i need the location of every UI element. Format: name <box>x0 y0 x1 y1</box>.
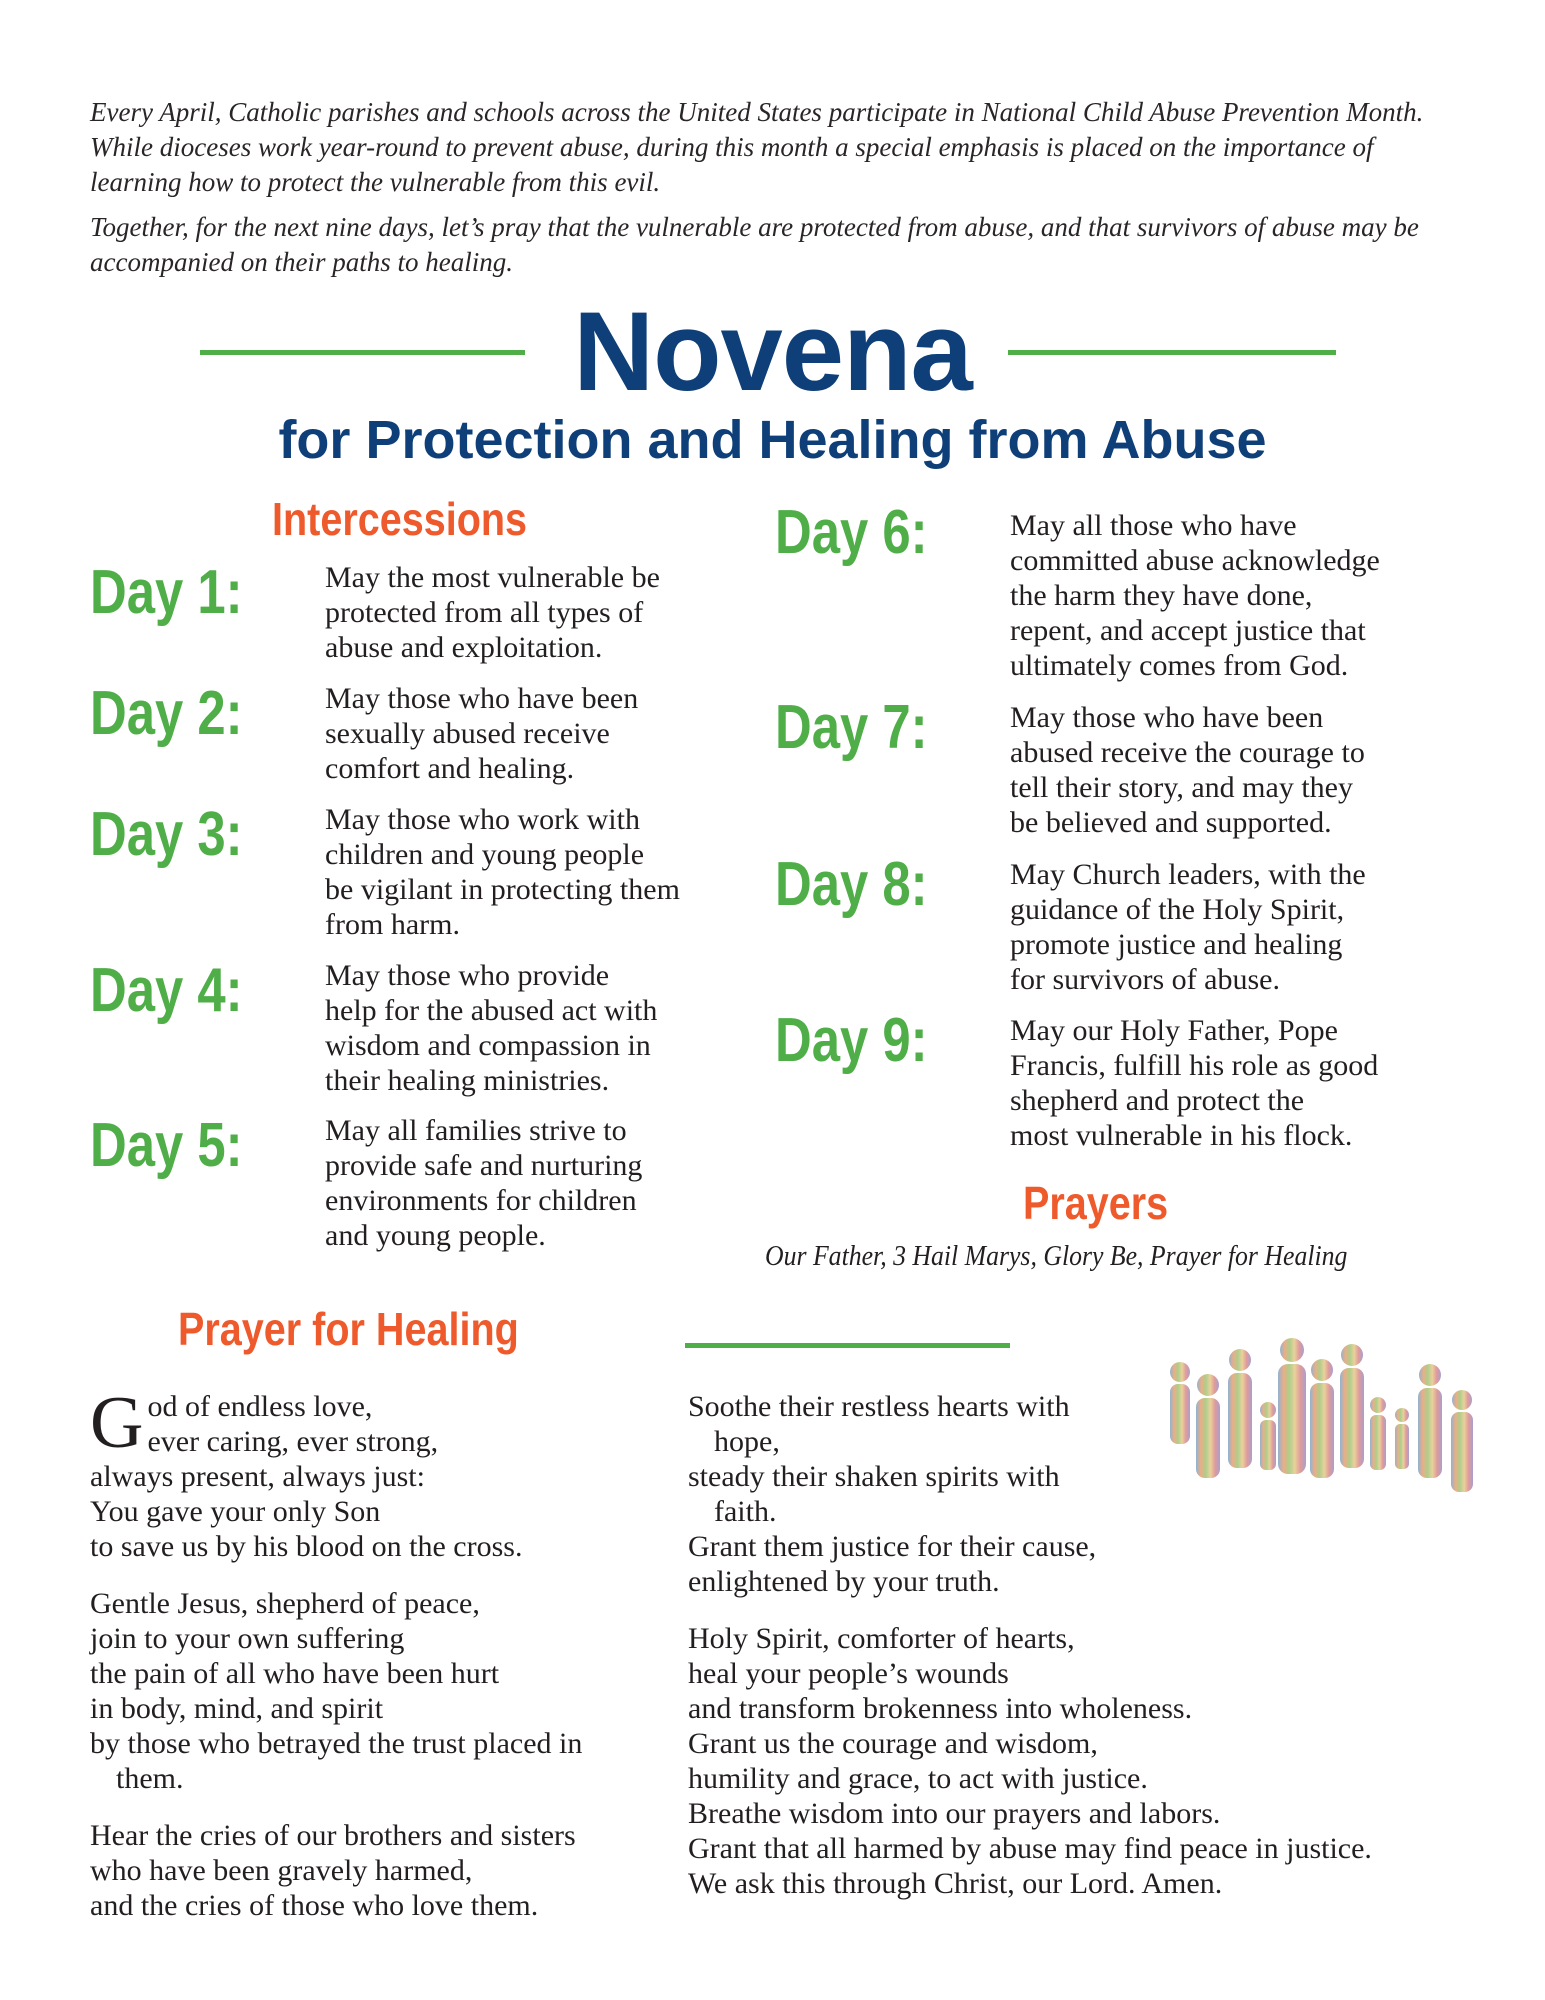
day-2-line: comfort and healing. <box>325 752 575 785</box>
prayer-line: Gentle Jesus, shepherd of peace, <box>90 1587 480 1620</box>
prayer-stanza-5 <box>688 1621 1488 1901</box>
prayer-line: We ask this through Christ, our Lord. Amen. <box>688 1867 1223 1900</box>
day-4-line: their healing ministries. <box>325 1064 610 1097</box>
day-7-line: abused receive the courage to <box>1010 736 1365 769</box>
prayer-line: Hear the cries of our brothers and sisters <box>90 1819 576 1852</box>
prayer-line: faith. <box>714 1495 777 1528</box>
prayer-line: steady their shaken spirits with <box>688 1460 1060 1493</box>
day-4-line: help for the abused act with <box>325 994 658 1027</box>
prayer-stanza-2 <box>90 1586 690 1796</box>
prayer-line: always present, always just: <box>90 1460 425 1493</box>
prayers-heading: Prayers <box>1023 1177 1169 1229</box>
prayer-line: heal your people’s wounds <box>688 1657 1009 1690</box>
prayer-line: enlightened by your truth. <box>688 1565 1000 1598</box>
day-9-text <box>1010 1013 1378 1153</box>
prayer-line: Grant us the courage and wisdom, <box>688 1727 1098 1760</box>
prayer-line: Grant that all harmed by abuse may find peace in justice. <box>688 1832 1372 1865</box>
prayer-line: humility and grace, to act with justice. <box>688 1762 1148 1795</box>
day-2-line: sexually abused receive <box>325 717 610 750</box>
day-8-label: Day 8: <box>775 850 928 919</box>
day-7-text <box>1010 700 1365 840</box>
novena-title: Novena <box>573 289 972 414</box>
day-8-line: May Church leaders, with the <box>1010 858 1366 891</box>
day-9-label: Day 9: <box>775 1006 928 1075</box>
prayer-line: and the cries of those who love them. <box>90 1889 539 1922</box>
day-3-label: Day 3: <box>90 800 243 869</box>
day-6-line: May all those who have <box>1010 509 1297 542</box>
prayers-list: Our Father, 3 Hail Marys, Glory Be, Prayer for Healing <box>765 1241 1348 1272</box>
prayer-rule <box>685 1343 1010 1348</box>
novena-subtitle: for Protection and Healing from Abuse <box>278 410 1267 470</box>
day-4-text <box>325 958 657 1098</box>
day-4-label: Day 4: <box>90 956 243 1025</box>
prayer-line: join to your own suffering <box>90 1622 405 1655</box>
day-8-line: promote justice and healing <box>1010 928 1343 961</box>
day-7-line: tell their story, and may they <box>1010 771 1353 804</box>
day-3-line: May those who work with <box>325 803 640 836</box>
day-6-line: committed abuse acknowledge <box>1010 544 1380 577</box>
prayer-line: hope, <box>714 1425 780 1458</box>
day-8-text <box>1010 857 1366 997</box>
day-9-line: most vulnerable in his flock. <box>1010 1119 1353 1152</box>
day-3-line: be vigilant in protecting them <box>325 873 680 906</box>
drop-cap: G <box>90 1382 144 1464</box>
day-5-text <box>325 1113 642 1253</box>
prayer-left-column <box>90 1382 690 1923</box>
day-3-text <box>325 802 680 942</box>
intro-paragraph-1: Every April, Catholic parishes and schools across the United States participate in National Child Abuse Prevention Month. While dioceses work year-round to prevent abuse, during this month a special emphasis is placed on the importance of learning how to protect the vulnerable from this evil. <box>90 97 1424 197</box>
prayer-line: Breathe wisdom into our prayers and labors. <box>688 1797 1221 1830</box>
day-9-line: Francis, fulfill his role as good <box>1010 1049 1379 1082</box>
prayer-line: od of endless love, <box>147 1390 373 1423</box>
day-5-line: May all families strive to <box>325 1114 627 1147</box>
day-6-label: Day 6: <box>775 498 928 567</box>
intro-paragraph-2: Together, for the next nine days, let’s pray that the vulnerable are protected from abuse, and that survivors of abuse may be accompanied on their paths to healing. <box>90 212 1419 277</box>
prayer-line: Soothe their restless hearts with <box>688 1390 1070 1423</box>
prayer-line: Grant them justice for their cause, <box>688 1530 1097 1563</box>
prayer-line: in body, mind, and spirit <box>90 1692 384 1725</box>
prayer-stanza-3 <box>90 1818 690 1923</box>
day-4-line: May those who provide <box>325 959 610 992</box>
day-2-line: May those who have been <box>325 682 639 715</box>
prayer-line: Holy Spirit, comforter of hearts, <box>688 1622 1075 1655</box>
day-6-line: the harm they have done, <box>1010 579 1313 612</box>
prayer-line: ever caring, ever strong, <box>147 1425 439 1458</box>
day-2-text <box>325 681 638 786</box>
day-8-line: guidance of the Holy Spirit, <box>1010 893 1345 926</box>
day-3-line: from harm. <box>325 908 460 941</box>
day-9-line: shepherd and protect the <box>1010 1084 1305 1117</box>
prayer-line: by those who betrayed the trust placed in <box>90 1727 583 1760</box>
prayer-line: who have been gravely harmed, <box>90 1854 473 1887</box>
day-3-line: children and young people <box>325 838 645 871</box>
intercessions-heading: Intercessions <box>272 493 528 545</box>
day-7-line: be believed and supported. <box>1010 806 1332 839</box>
day-5-line: provide safe and nurturing <box>325 1149 643 1182</box>
prayer-for-healing-heading: Prayer for Healing <box>178 1303 519 1355</box>
day-1-line: May the most vulnerable be <box>325 561 660 594</box>
day-6-line: ultimately comes from God. <box>1010 649 1349 682</box>
day-1-line: protected from all types of <box>325 596 644 629</box>
day-5-label: Day 5: <box>90 1111 243 1180</box>
day-2-label: Day 2: <box>90 679 243 748</box>
day-1-text <box>325 560 660 665</box>
day-7-line: May those who have been <box>1010 701 1324 734</box>
day-6-text <box>1010 508 1380 683</box>
day-1-line: abuse and exploitation. <box>325 631 603 664</box>
day-8-line: for survivors of abuse. <box>1010 963 1280 996</box>
day-5-line: and young people. <box>325 1219 546 1252</box>
day-6-line: repent, and accept justice that <box>1010 614 1366 647</box>
day-5-line: environments for children <box>325 1184 637 1217</box>
day-1-label: Day 1: <box>90 558 243 627</box>
day-7-label: Day 7: <box>775 693 928 762</box>
day-9-line: May our Holy Father, Pope <box>1010 1014 1338 1047</box>
prayer-line: and transform brokenness into wholeness. <box>688 1692 1193 1725</box>
prayer-stanza-1 <box>90 1382 690 1564</box>
prayer-line: You gave your only Son <box>90 1495 381 1528</box>
prayer-line: them. <box>116 1762 184 1795</box>
people-silhouettes-graphic <box>1160 1330 1490 1500</box>
prayer-line: the pain of all who have been hurt <box>90 1657 500 1690</box>
day-4-line: wisdom and compassion in <box>325 1029 651 1062</box>
prayer-line: to save us by his blood on the cross. <box>90 1530 523 1563</box>
